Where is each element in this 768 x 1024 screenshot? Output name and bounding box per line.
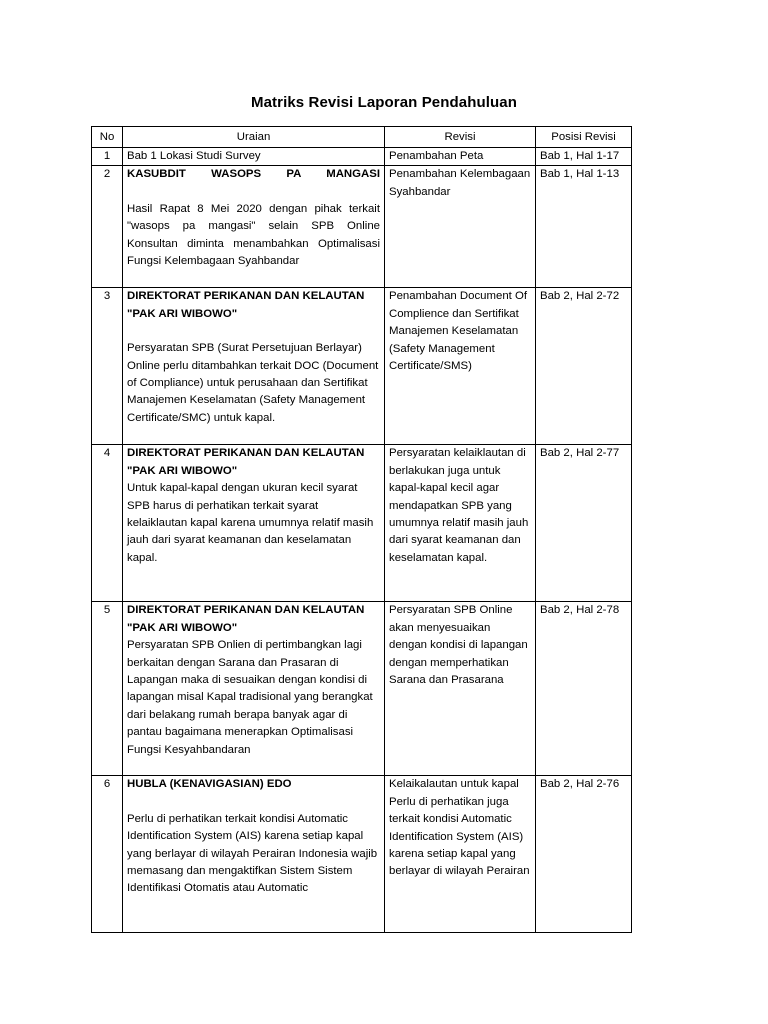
uraian-body: Persyaratan SPB Onlien di pertimbangkan lagi berkaitan dengan Sarana dan Prasaran di Lapangan maka di sesuaikan dengan kondisi di lapangan misal Kapal tradisional yang berangkat dari belakang rumah berapa banyak agar di pantau bagaimana menerapkan Optimalisasi Fungsi Kesyahbandaran	[127, 639, 373, 756]
revisi-cell: Persyaratan SPB Online akan menyesuaikan dengan kondisi di lapangan dengan memperhatikan Sarana dan Prasarana	[385, 602, 536, 776]
uraian-body: Perlu di perhatikan terkait kondisi Automatic Identification System (AIS) karena setiap kapal yang berlayar di wilayah Perairan Indonesia wajib memasang dan mengaktifkan Sistem Sistem Identifikasi Otomatis atau Automatic	[127, 812, 378, 895]
table-row	[92, 776, 632, 933]
posisi-cell: Bab 2, Hal 2-72	[536, 288, 632, 445]
header-uraian: Uraian	[123, 127, 385, 148]
uraian-heading: DIREKTORAT PERIKANAN DAN KELAUTAN "PAK ARI WIBOWO"	[127, 604, 365, 634]
posisi-cell: Bab 2, Hal 2-77	[536, 445, 632, 602]
document-title: Matriks Revisi Laporan Pendahuluan	[251, 94, 517, 111]
uraian-heading: HUBLA (KENAVIGASIAN) EDO	[127, 778, 292, 791]
row-number: 6	[92, 776, 123, 933]
uraian-cell	[123, 148, 385, 166]
row-number: 2	[92, 166, 123, 288]
uraian-heading: DIREKTORAT PERIKANAN DAN KELAUTAN "PAK ARI WIBOWO"	[127, 290, 365, 320]
uraian-heading: DIREKTORAT PERIKANAN DAN KELAUTAN "PAK ARI WIBOWO"	[127, 447, 365, 477]
uraian-body: Bab 1 Lokasi Studi Survey	[127, 150, 261, 162]
uraian-cell	[123, 166, 385, 288]
header-no: No	[92, 127, 123, 148]
row-number: 4	[92, 445, 123, 602]
header-posisi-revisi: Posisi Revisi	[536, 127, 632, 148]
posisi-cell: Bab 2, Hal 2-76	[536, 776, 632, 933]
table-header-row	[92, 127, 632, 148]
uraian-cell	[123, 445, 385, 602]
uraian-body: Persyaratan SPB (Surat Persetujuan Berlayar) Online perlu ditambahkan terkait DOC (Document of Compliance) untuk perusahaan dan Sertifikat Manajemen Keselamatan (Safety Management Certificate/SMC) untuk kapal.	[127, 342, 379, 424]
posisi-cell: Bab 2, Hal 2-78	[536, 602, 632, 776]
uraian-body: Untuk kapal-kapal dengan ukuran kecil syarat SPB harus di perhatikan terkait syarat kelaiklautan kapal karena umumnya relatif masih jauh dari syarat keamanan dan keselamatan kapal.	[127, 482, 374, 564]
revisi-cell: Persyaratan kelaiklautan di berlakukan juga untuk kapal-kapal kecil agar mendapatkan SPB yang umumnya relatif masih jauh dari syarat keamanan dan keselamatan kapal.	[385, 445, 536, 602]
uraian-cell	[123, 776, 385, 933]
table-row	[92, 445, 632, 602]
table-row	[92, 602, 632, 776]
uraian-cell	[123, 288, 385, 445]
row-number: 1	[92, 148, 123, 166]
uraian-body: Hasil Rapat 8 Mei 2020 dengan pihak terkait "wasops pa mangasi" selain SPB Online Konsultan diminta menambahkan Optimalisasi Fungsi Kelembagaan Syahbandar	[127, 202, 380, 268]
revisi-cell: Penambahan Document Of Complience dan Sertifikat Manajemen Keselamatan (Safety Management Certificate/SMS)	[385, 288, 536, 445]
table-row	[92, 166, 632, 288]
posisi-cell: Bab 1, Hal 1-13	[536, 166, 632, 288]
posisi-cell: Bab 1, Hal 1-17	[536, 148, 632, 166]
revision-matrix-table	[91, 126, 632, 933]
row-number: 3	[92, 288, 123, 445]
revisi-cell: Penambahan Peta	[385, 148, 536, 166]
uraian-cell	[123, 602, 385, 776]
revisi-cell: Penambahan Kelembagaan Syahbandar	[385, 166, 536, 288]
table-row	[92, 288, 632, 445]
header-revisi: Revisi	[385, 127, 536, 148]
uraian-heading: KASUBDIT WASOPS PA MANGASI	[127, 168, 380, 181]
revisi-cell: Kelaikalautan untuk kapal Perlu di perhatikan juga terkait kondisi Automatic Identification System (AIS) karena setiap kapal yang berlayar di wilayah Perairan	[385, 776, 536, 933]
table-row	[92, 148, 632, 166]
row-number: 5	[92, 602, 123, 776]
